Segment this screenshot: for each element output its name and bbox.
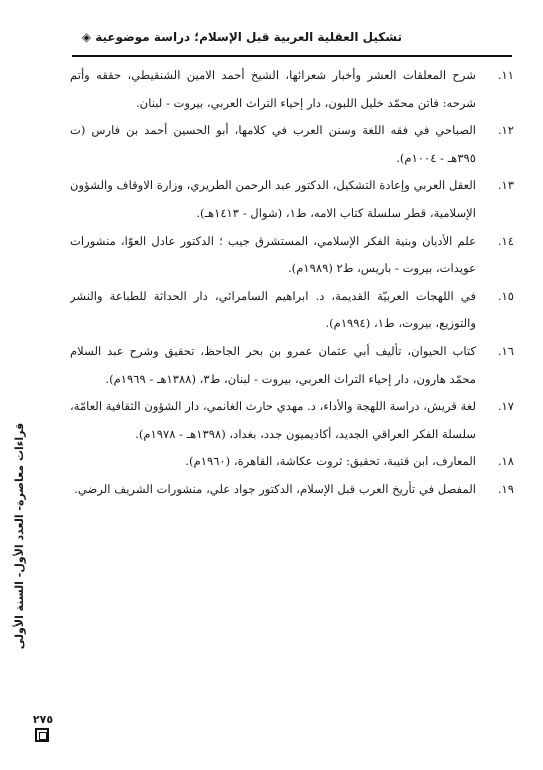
reference-item (70, 228, 514, 283)
reference-number: ١٣. (497, 178, 514, 193)
reference-number: ١٧. (497, 399, 514, 414)
reference-item (70, 338, 514, 393)
reference-number: ١١. (497, 68, 514, 82)
reference-number: ١٤. (497, 233, 514, 248)
reference-number: ١٨. (497, 454, 514, 469)
reference-item (70, 62, 514, 117)
page-number: ٢٧٥ (32, 713, 54, 726)
reference-item (70, 117, 514, 172)
reference-text: كتاب الحيوان، تأليف أبي عثمان عمرو بن بحر الجاحظ، تحقيق وشرح عبد السلام محمّد هارون، دار إحياء التراث العربي، بيروت - لبنان، ط٣، (١٣٨٨هـ - ١٩٦٩م). (70, 343, 476, 386)
reference-text: في اللهجات العربيّة القديمة، د. ابراهيم السامرائي، دار الحداثة للطباعة والنشر والتوزيع، بيروت، ط١، (١٩٩٤م). (70, 288, 476, 331)
reference-number: ١٩. (497, 481, 514, 496)
running-header: تشكيل العقلية العربية قبل الإسلام؛ دراسة موضوعية ◈ (81, 30, 402, 44)
reference-item (70, 393, 514, 448)
reference-text: الصباحي في فقه اللغة وسنن العرب في كلامها، أبو الحسين أحمد بن فارس (ت ٣٩٥هـ - ١٠٠٤م). (70, 123, 477, 165)
reference-number: ١٢. (497, 123, 514, 138)
journal-side-title: قراءات معاصرة- العدد الأول- السنة الأولى (13, 422, 26, 650)
reference-text: شرح المعلقات العشر وأخبار شعرائها، الشيخ أحمد الامين الشنقيطي، حققه وأتم شرحه: فاتن محمّد خليل اللبون، دار إحياء التراث العربي، بيروت - لبنان. (70, 68, 476, 110)
reference-text: علم الأديان وبنية الفكر الإسلامي، المستشرق جيب ؛ الدكتور عادل العوّا، منشورات عويدات، بيروت - باريس، ط٢ (١٩٨٩م). (70, 233, 476, 276)
reference-text: العقل العربي وإعادة التشكيل، الدكتور عبد الرحمن الطريري، وزارة الاوقاف والشؤون الإسلامية، قطر سلسلة كتاب الامه، ط١، (شوال - ١٤١٣هـ). (70, 178, 476, 220)
header-divider (72, 55, 512, 57)
reference-item (70, 448, 514, 476)
page-marker-icon (35, 728, 49, 742)
reference-text: المعارف، ابن قتيبة، تحقيق: ثروت عكاشة، القاهرة، (١٩٦٠م). (185, 454, 476, 469)
reference-text: المفصل في تأريخ العرب قبل الإسلام، الدكتور جواد علي، منشورات الشريف الرضي. (74, 481, 476, 496)
reference-item (70, 172, 514, 227)
reference-list (70, 62, 514, 762)
reference-item (70, 283, 514, 338)
reference-item (70, 476, 514, 504)
reference-number: ١٥. (497, 288, 514, 303)
reference-text: لغة قريش، دراسة اللهجة والأداء، د. مهدي حارث الغانمي، دار الشؤون الثقافية العامّة، سلسلة الفكر العراقي الجديد، أكاديميون جدد، بغداد، (١٣٩٨هـ - ١٩٧٨م). (70, 399, 476, 441)
reference-number: ١٦. (497, 343, 514, 358)
